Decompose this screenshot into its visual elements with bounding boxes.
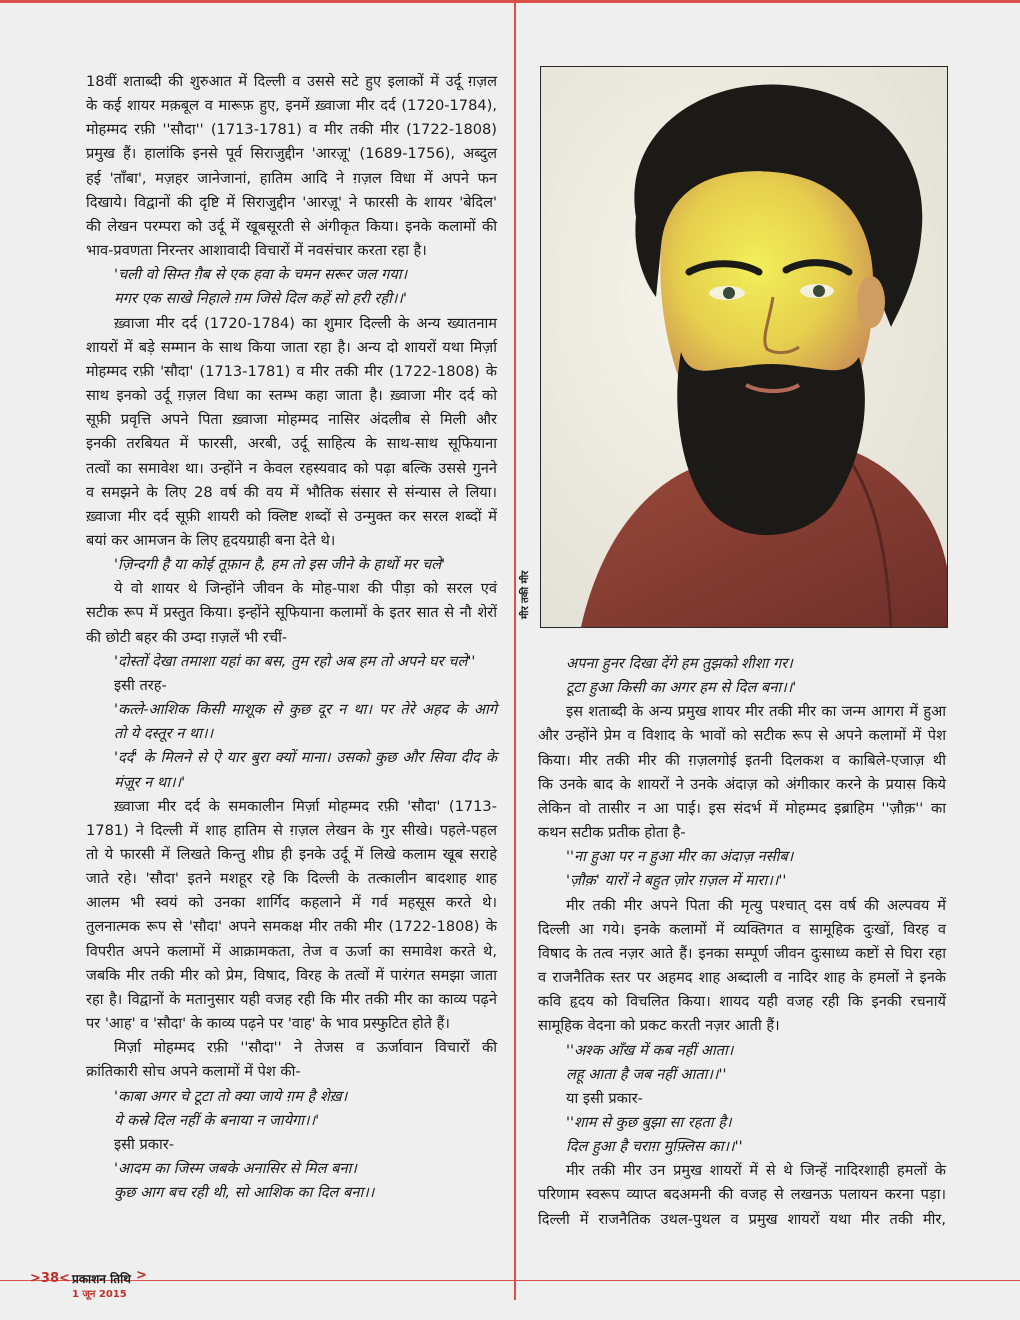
text-line: 'कत्ले-आशिक किसी माशूक से कुछ दूर न था। पर तेरे अहद के आगे <box>114 701 497 719</box>
text-line: भाव-प्रवणता निरन्तर आशावादी विचारों में नवसंचार करता रहा है। <box>86 242 427 260</box>
text-line: दिखाये। विद्वानों की दृष्टि में सिराजुद्दीन 'आरज़ू' ने फारसी के शायर 'बेदिल' <box>86 193 497 211</box>
text-line: साथ इनको उर्दू ग़ज़ल विधा का स्तम्भ कहा जाता है। ख़्वाजा मीर दर्द को <box>86 387 497 405</box>
text-line: किया। मीर तकी मीर की ग़ज़लगोई इतनी दिलकश व काबिले-एजाज़ थी <box>538 751 946 769</box>
top-rule <box>0 0 1020 3</box>
text-line: 'आदम का जिस्म जबके अनासिर से मिल बना। <box>114 1160 357 1178</box>
text-line: हई 'ताँबा', मज़हर जानेजानां, हातिम आदि ने ग़ज़ल विधा में अपने फन <box>86 169 497 187</box>
text-line: आलम भी स्वयं को उनका शार्गिद कहलाने में गर्व महसूस करते थे। <box>86 894 497 912</box>
text-line: लहू आता है जब नहीं आता।।'' <box>566 1065 727 1083</box>
footer-rule <box>0 1280 1020 1281</box>
text-line: दिल हुआ है चराग़ मुफ़्लिस का।।'' <box>566 1138 743 1156</box>
text-line: 1781) ने दिल्ली में शाह हातिम से ग़ज़ल लेखन के गुर सीखे। पहले-पहल <box>86 821 497 839</box>
text-line: ''अश्क आँख में कब नहीं आता। <box>566 1041 734 1059</box>
text-line: 'दोस्तों देखा तमाशा यहां का बस, तुम रहो अब हम तो अपने घर चले'' <box>114 652 476 670</box>
text-line: इसी प्रकार- <box>114 1135 174 1153</box>
portrait-figure <box>540 66 948 628</box>
text-line: ''शाम से कुछ बुझा सा रहता है। <box>566 1113 732 1131</box>
text-line: ख़्वाजा मीर दर्द (1720-1784) का शुमार दिल्ली के अन्य ख्यातनाम <box>114 314 497 332</box>
text-line: जबकि मीर तकी मीर को प्रेम, विषाद, विरह के तत्वों में पारंगत समझा जाता <box>86 966 497 984</box>
text-line: 'दर्द' के मिलने से ऐ यार बुरा क्यों माना। उसको कुछ और सिवा दीद के <box>114 749 497 767</box>
text-line: तो ये फारसी में लिखते किन्तु शीघ्र ही इनके उर्दू में लिखे कलाम खूब सराहे <box>86 846 497 863</box>
text-line: ये कस्रे दिल नहीं के बनाया न जायेगा।।' <box>114 1111 320 1129</box>
text-line: लेकिन वो तासीर न आ पाई। इस संदर्भ में मोहम्मद इब्राहिम ''ज़ौक़'' का <box>538 799 946 817</box>
text-line: 'ज़ौक़' यारों ने बहुत ज़ोर ग़ज़ल में मारा।।'' <box>566 872 787 890</box>
text-line: शायरों में बड़े सम्मान के साथ किया जाता रहा है। अन्य दो शायरों यथा मिर्ज़ा <box>86 338 497 356</box>
footer-arrow-icon: > <box>136 1268 147 1283</box>
text-line: विपरीत अपने कलामों में आक्रामकता, तेज व ऊर्जा का समावेश करते थे, <box>86 942 497 960</box>
text-line: 'चली वो सिम्त ग़ैब से एक हवा के चमन सरूर जल गया। <box>114 266 408 284</box>
text-line: की छोटी बहर की उम्दा ग़ज़लें भी रचीं- <box>86 628 288 646</box>
text-line: इनकी तरबियत में फारसी, अरबी, उर्दू साहित्य के साथ-साथ सूफियाना <box>86 435 497 453</box>
text-line: प्रमुख हैं। हालांकि इनसे पूर्व सिराजुद्दीन 'आरज़ू' (1689-1756), अब्दुल <box>86 145 497 163</box>
text-line: मोहम्मद रफ़ी ''सौदा'' (1713-1781) व मीर तकी मीर (1722-1808) <box>86 121 497 139</box>
text-line: टूटा हुआ किसी का अगर हम से दिल बना।।' <box>566 679 797 697</box>
text-line: कथन सटीक प्रतीक होता है- <box>538 824 686 842</box>
text-line: पर 'आह' व 'सौदा' के काव्य पढ़ने पर 'वाह' के भाव प्रस्फुटित होते हैं। <box>86 1015 450 1033</box>
text-line: मगर एक साखे निहाले ग़म जिसे दिल कहें सो हरी रही।।' <box>114 290 407 308</box>
text-line: इसी तरह- <box>114 676 167 694</box>
publication-date: 1 जून 2015 <box>72 1289 127 1300</box>
text-line: सामूहिक वेदना को प्रकट करती नज़र आती हैं। <box>538 1017 780 1035</box>
text-line: तो ये दस्तूर न था।। <box>114 725 214 743</box>
text-line: मंज़ूर न था।।' <box>114 773 186 791</box>
text-line: व समझने के लिए 28 वर्ष की वय में भौतिक संसार से संन्यास ले लिया। <box>86 483 497 501</box>
portrait-illustration <box>541 67 947 627</box>
text-line: विषाद के तत्व नज़र आते हैं। इनका सम्पूर्ण जीवन दुःसाध्य कष्टों से घिरा रहा <box>538 944 946 962</box>
column-divider <box>514 0 516 1300</box>
text-line: ख़्वाजा मीर दर्द के समकालीन मिर्ज़ा मोहम्मद रफ़ी 'सौदा' (1713- <box>114 797 497 815</box>
text-line: या इसी प्रकार- <box>566 1089 643 1107</box>
text-line: ये वो शायर थे जिन्होंने जीवन के मोह-पाश की पीड़ा को सरल एवं <box>114 580 497 598</box>
text-line: इस शताब्दी के अन्य प्रमुख शायर मीर तकी मीर का जन्म आगरा में हुआ <box>566 703 946 721</box>
text-line: क्रांतिकारी सोच अपने कलामों में पेश की- <box>86 1063 301 1081</box>
text-line: 'काबा अगर चे टूटा तो क्या जाये ग़म है शेख़। <box>114 1087 348 1105</box>
figure-caption: मीर तकी मीर <box>520 570 531 620</box>
text-line: के कई शायर मक़बूल व मारूफ़ हुए, इनमें ख़्वाजा मीर दर्द (1720-1784), <box>86 97 497 115</box>
text-line: की लेखन परम्परा को उर्दू में खूबसूरती से अंगीकृत किया। इनके कलामों की <box>86 217 497 235</box>
text-line: अपना हुनर दिखा देंगे हम तुझको शीशा गर। <box>566 655 793 672</box>
article-left-column <box>86 70 497 1205</box>
text-line: ख़्वाजा मीर दर्द सूफ़ी शायरी को क्लिष्ट शब्दों से उन्मुक्त कर सरल शब्दों में <box>86 507 497 525</box>
text-line: परिणाम स्वरूप व्याप्त बदअमनी की वजह से लखनऊ पलायन करना पड़ा। <box>538 1186 946 1204</box>
text-line: दिल्ली आ गये। इनके कलामों में व्यक्तिगत व सामूहिक दुःखों, विरह व <box>538 920 946 938</box>
text-line: जाते रहे। 'सौदा' इतने मशहूर रहे कि दिल्ली के तत्कालीन बादशाह शाह <box>86 870 497 888</box>
text-line: मीर तकी मीर उन प्रमुख शायरों में से थे जिन्हें नादिरशाही हमलों के <box>566 1162 947 1180</box>
text-line: कवि हृदय को विचलित किया। शायद यही वजह रही कि इनकी रचनायें <box>538 993 946 1011</box>
publication-label: प्रकाशन तिथि <box>72 1272 131 1286</box>
text-line: बयां कर आमजन के लिए हृदयग्राही बना देते थे। <box>86 531 336 549</box>
text-line: कुछ आग बच रही थी, सो आशिक का दिल बना।। <box>114 1184 375 1202</box>
text-line: सूफ़ी प्रवृत्ति अपने पिता ख़्वाजा मोहम्मद नासिर अंदलीब से मिली और <box>86 411 497 429</box>
text-line: तुलनात्मक रूप से 'सौदा' अपने समकक्ष मीर तकी मीर (1722-1808) के <box>86 918 497 936</box>
page-number: >38< <box>30 1271 70 1286</box>
text-line: व राजनैतिक स्तर पर अहमद शाह अब्दाली व नादिर शाह के हमलों ने इनके <box>538 969 946 987</box>
text-line: 18वीं शताब्दी की शुरुआत में दिल्ली व उससे सटे हुए इलाकों में उर्दू ग़ज़ल <box>86 73 497 90</box>
text-line: ''ना हुआ पर न हुआ मीर का अंदाज़ नसीब। <box>566 848 794 866</box>
article-right-column <box>538 652 946 1232</box>
text-line: मीर तकी मीर अपने पिता की मृत्यु पश्चात् दस वर्ष की अल्पवय में <box>566 896 946 914</box>
text-line: 'ज़िन्दगी है या कोई तूफ़ान है, हम तो इस जीने के हाथों मर चले' <box>114 556 446 574</box>
text-line: तत्वों का समावेश था। उन्होंने न केवल रहस्यवाद को पढ़ा बल्कि उससे गुनने <box>86 459 497 477</box>
text-line: मिर्ज़ा मोहम्मद रफ़ी ''सौदा'' ने तेजस व ऊर्जावान विचारों की <box>114 1039 497 1057</box>
text-line: रहा है। विद्वानों के मतानुसार यही वजह रही कि मीर तकी मीर का काव्य पढ़ने <box>86 990 497 1008</box>
text-line: दिल्ली में राजनैतिक उथल-पुथल व प्रमुख शायरों यथा मीर तकी मीर, <box>538 1210 946 1228</box>
text-line: और उन्होंने प्रेम व विशाद के भावों को सटीक रूप से अपने कलामों में पेश <box>538 727 946 745</box>
text-line: सटीक रूप में प्रस्तुत किया। इन्होंने सूफियाना कलामों के इतर सात से नौ शेरों <box>86 604 497 622</box>
text-line: मोहम्मद रफ़ी 'सौदा' (1713-1781) व मीर तकी मीर (1722-1808) के <box>86 362 497 380</box>
text-line: कि उनके बाद के शायरों ने उनके अंदाज़ को अंगीकार करने के प्रयास किये <box>538 775 946 793</box>
